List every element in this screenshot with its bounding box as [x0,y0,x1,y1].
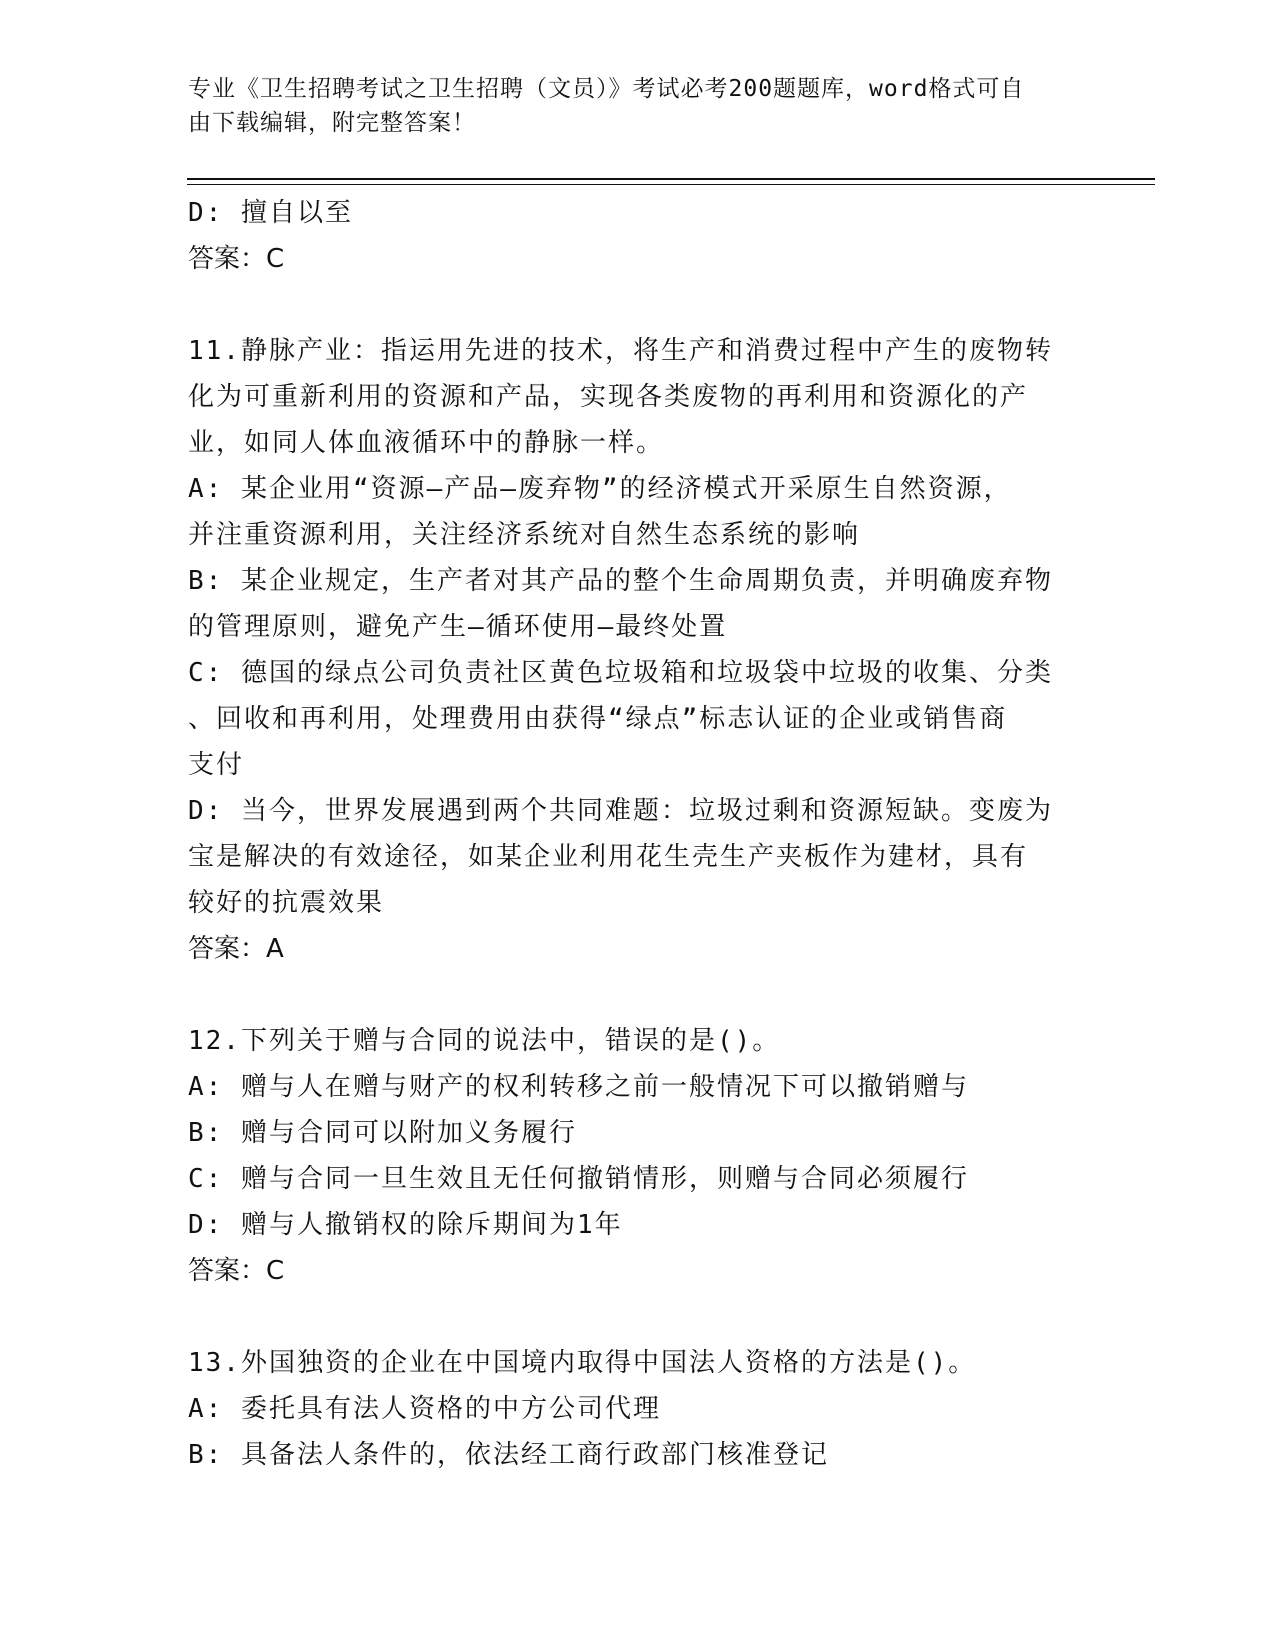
q11-option-c-line-2: 、回收和再利用，处理费用由获得“绿点”标志认证的企业或销售商 [188,704,1008,734]
q11-option-b-line-2: 的管理原则，避免产生—循环使用—最终处置 [188,612,728,642]
q11-answer: 答案：A [188,934,284,964]
document-body [188,190,1088,1478]
spacer [188,1294,1088,1340]
header-line-2: 由下载编辑，附完整答案！ [188,110,476,136]
q11-option-a-line-2: 并注重资源利用，关注经济系统对自然生态系统的影响 [188,520,861,550]
header-divider-thin [187,184,1155,185]
prev-option-d: D: 擅自以至 [188,198,353,228]
prev-answer: 答案：C [188,244,285,274]
question-13 [188,1340,1088,1478]
q11-stem-line-3: 业，如同人体血液循环中的静脉一样。 [188,428,665,458]
document-header [188,72,1068,140]
q13-stem: 13.外国独资的企业在中国境内取得中国法人资格的方法是()。 [188,1348,977,1378]
q12-option-b: B: 赠与合同可以附加义务履行 [188,1118,577,1148]
question-12 [188,1018,1088,1294]
q12-option-d: D: 赠与人撤销权的除斥期间为1年 [188,1210,623,1240]
header-line-1: 专业《卫生招聘考试之卫生招聘（文员）》考试必考200题题库，word格式可自 [188,76,1025,102]
q11-option-b-line-1: B: 某企业规定，生产者对其产品的整个生命周期负责，并明确废弃物 [188,566,1053,596]
q11-option-a-line-1: A: 某企业用“资源—产品—废弃物”的经济模式开采原生自然资源， [188,474,1012,504]
spacer [188,282,1088,328]
question-11 [188,328,1088,972]
q13-option-b: B: 具备法人条件的，依法经工商行政部门核准登记 [188,1440,829,1470]
q11-option-d-line-2: 宝是解决的有效途径，如某企业利用花生壳生产夹板作为建材，具有 [188,842,1029,872]
q12-stem: 12.下列关于赠与合同的说法中，错误的是()。 [188,1026,781,1056]
q11-option-d-line-3: 较好的抗震效果 [188,888,385,918]
q11-stem-line-1: 11.静脉产业：指运用先进的技术，将生产和消费过程中产生的废物转 [188,336,1053,366]
q11-option-d-line-1: D: 当今，世界发展遇到两个共同难题：垃圾过剩和资源短缺。变废为 [188,796,1053,826]
q11-option-c-line-1: C: 德国的绿点公司负责社区黄色垃圾箱和垃圾袋中垃圾的收集、分类 [188,658,1053,688]
spacer [188,972,1088,1018]
q12-option-c: C: 赠与合同一旦生效且无任何撤销情形，则赠与合同必须履行 [188,1164,969,1194]
q11-option-c-line-3: 支付 [188,750,245,780]
q12-answer: 答案：C [188,1256,285,1286]
q12-option-a: A: 赠与人在赠与财产的权利转移之前一般情况下可以撤销赠与 [188,1072,969,1102]
q13-option-a: A: 委托具有法人资格的中方公司代理 [188,1394,661,1424]
header-divider-thick [187,178,1155,180]
q11-stem-line-2: 化为可重新利用的资源和产品，实现各类废物的再利用和资源化的产 [188,382,1029,412]
